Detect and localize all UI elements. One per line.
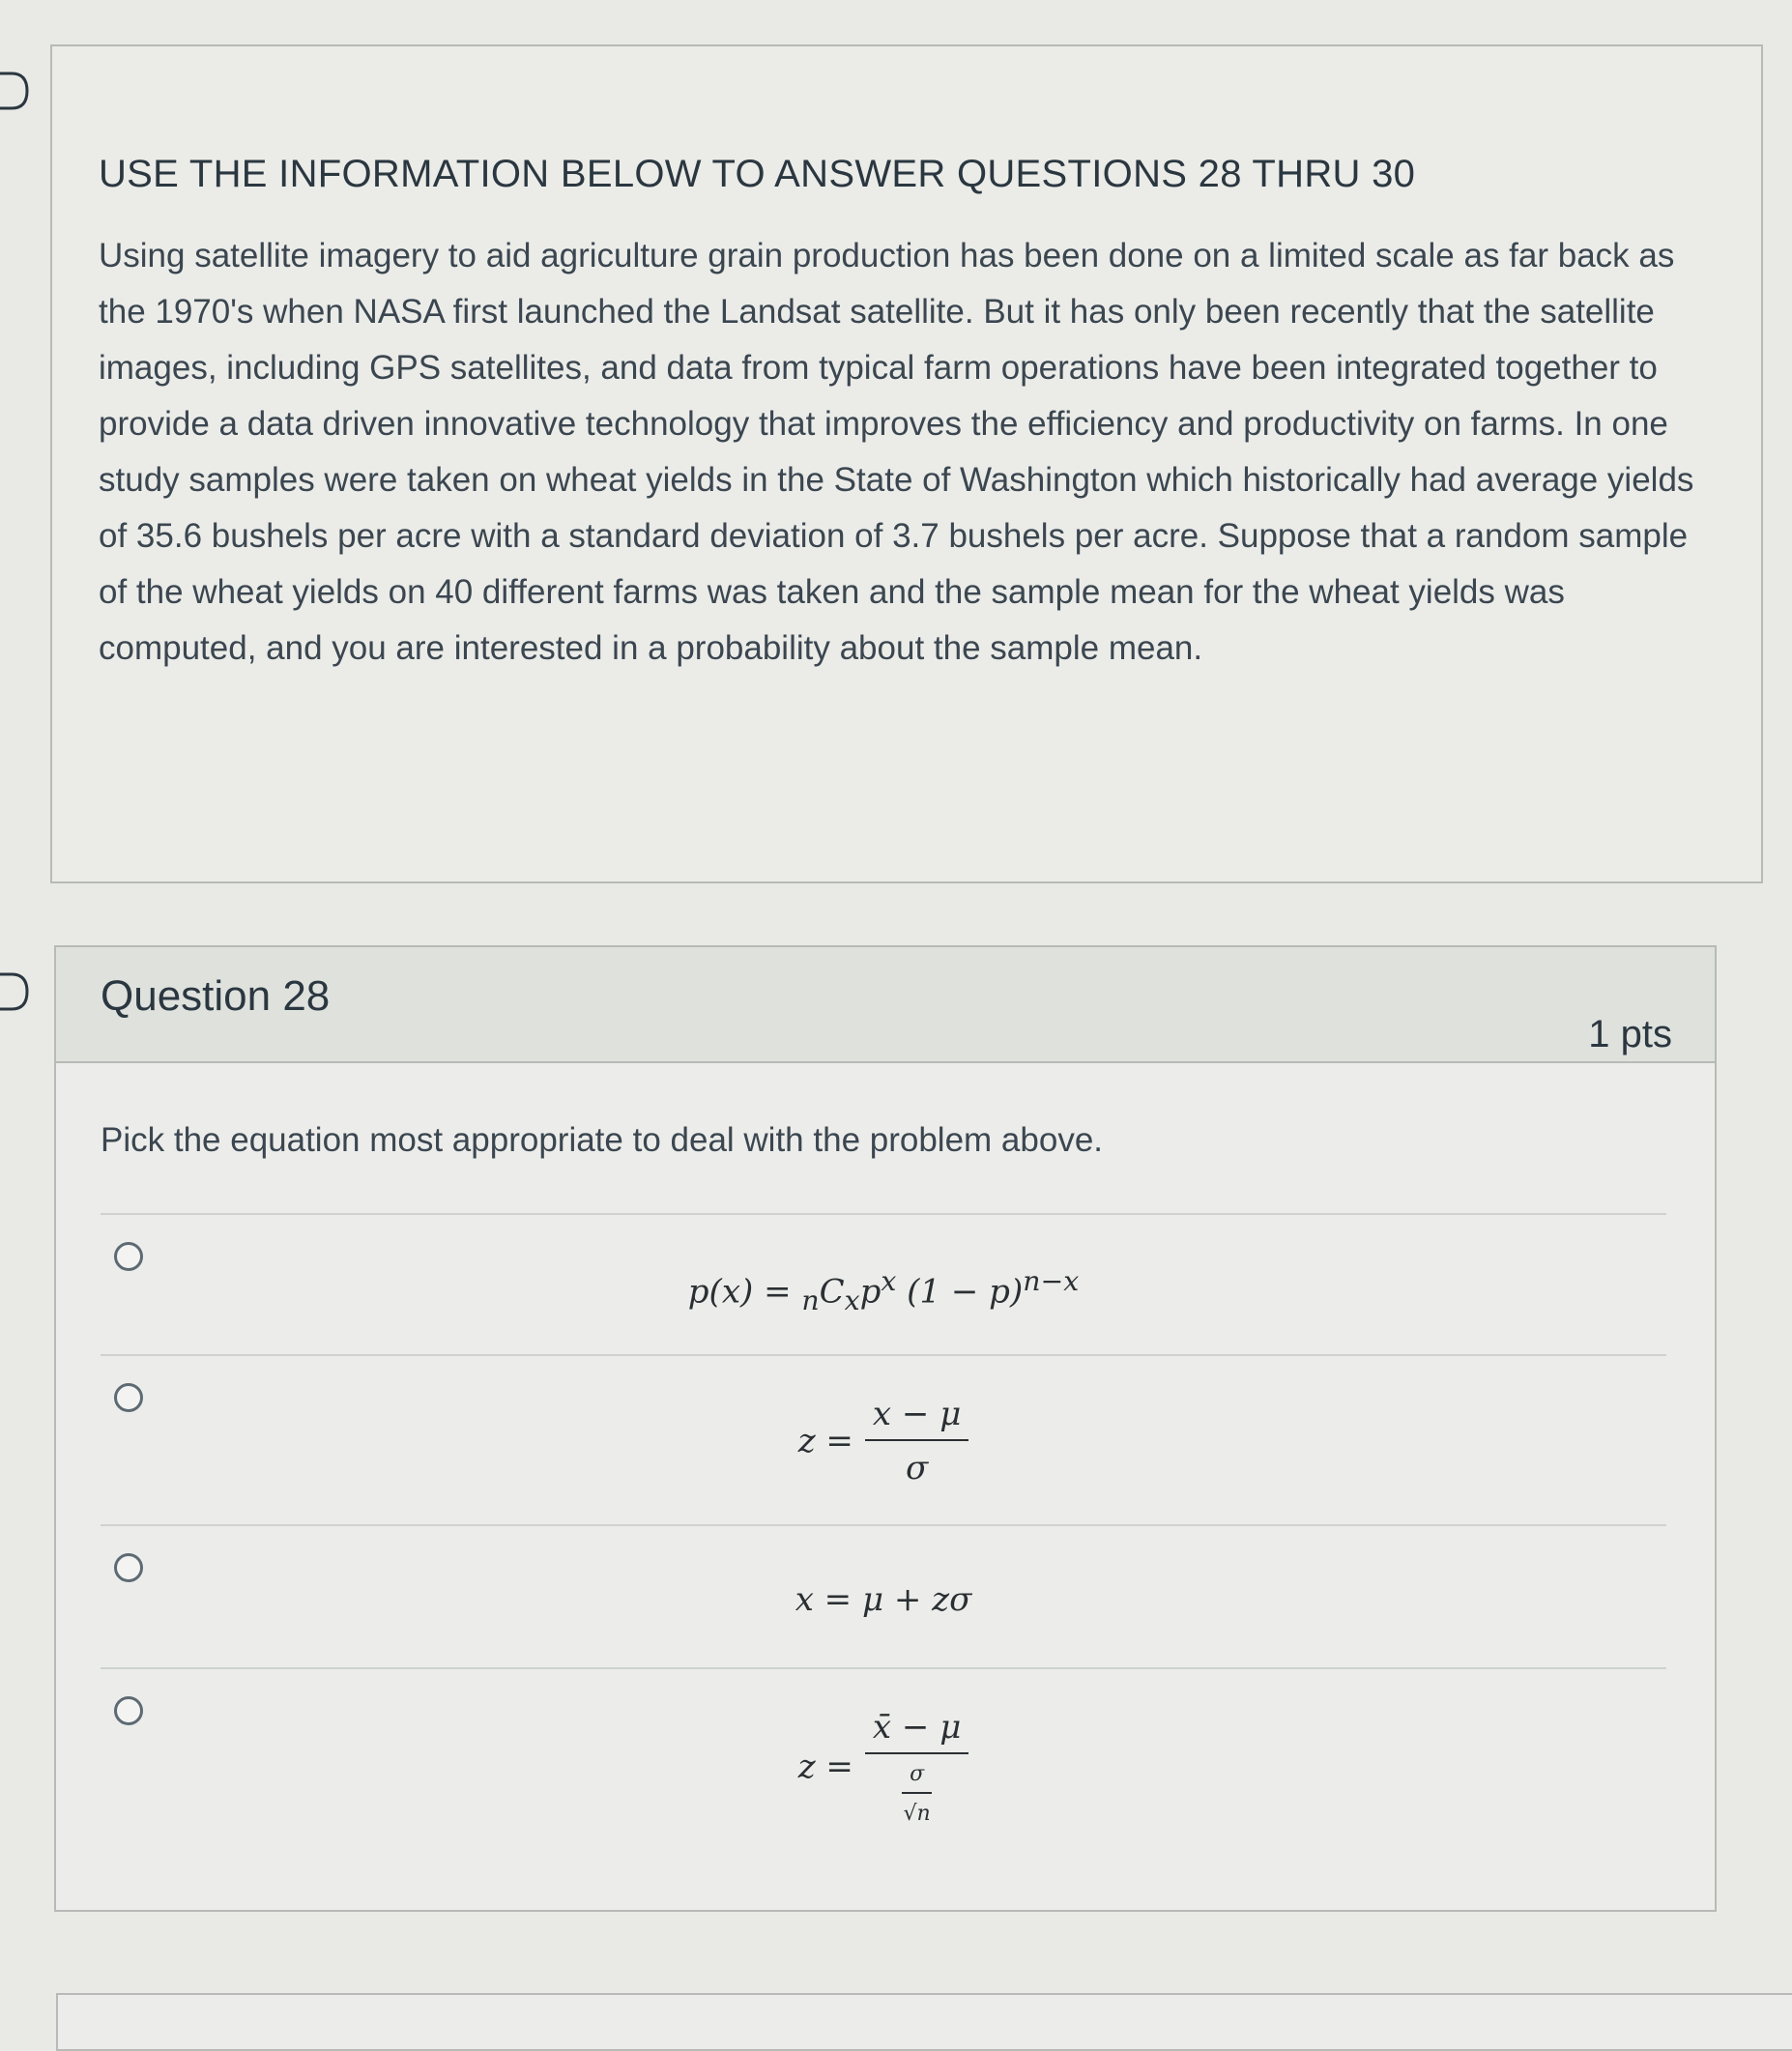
- collapse-chevron-icon[interactable]: [0, 970, 29, 1013]
- info-title: USE THE INFORMATION BELOW TO ANSWER QUESTIONS 28 THRU 30: [99, 153, 1416, 195]
- answer-option[interactable]: [101, 1213, 1666, 1356]
- answer-formula: [101, 1708, 1666, 1826]
- answer-formula: x = μ + zσ: [795, 1580, 972, 1619]
- answer-option[interactable]: [101, 1667, 1666, 1863]
- fraction: [865, 1395, 968, 1488]
- formula-part: z =: [797, 1748, 853, 1786]
- formula-part: (1 − p): [896, 1272, 1024, 1312]
- formula-part: n: [801, 1285, 820, 1317]
- answer-option[interactable]: [101, 1354, 1666, 1526]
- question-header: [56, 947, 1715, 1063]
- answer-formula: [101, 1395, 1666, 1488]
- formula-part: z =: [797, 1422, 853, 1460]
- info-body-text: Using satellite imagery to aid agriculture grain production has been done on a limited scale as far back as the 1970's when NASA first launched the Landsat satellite. But it has only been recently that the satellite images, including GPS satellites, and data from typical farm operations have been integrated together to provide a data driven innovative technology that improves the efficiency and productivity on farms. In one study samples were taken on wheat yields in the State of Washington which historically had average yields of 35.6 bushels per acre with a standard deviation of 3.7 bushels per acre. Suppose that a random sample of the wheat yields on 40 different farms was taken and the sample mean for the wheat yields was computed, and you are interested in a probability about the sample mean.: [99, 237, 1694, 667]
- formula-part: x: [844, 1285, 860, 1317]
- next-question-panel: [56, 1993, 1792, 2051]
- formula-part: n−x: [1023, 1265, 1080, 1297]
- formula-part: σ: [902, 1762, 932, 1794]
- formula-part: x − μ: [865, 1395, 968, 1441]
- radio-button[interactable]: [114, 1553, 143, 1582]
- formula-part: p: [859, 1272, 882, 1312]
- collapse-chevron-icon[interactable]: [0, 70, 29, 112]
- formula-part: √n: [903, 1802, 931, 1826]
- formula-part: C: [819, 1272, 845, 1312]
- answer-option[interactable]: [101, 1524, 1666, 1669]
- answer-formula: [101, 1265, 1666, 1316]
- question-prompt: Pick the equation most appropriate to deal with the problem above.: [101, 1121, 1104, 1159]
- formula-part: [865, 1754, 968, 1826]
- formula-part: x: [881, 1265, 897, 1297]
- formula-part: σ: [906, 1449, 929, 1488]
- question-title: Question 28: [101, 972, 331, 1020]
- fraction: [865, 1708, 968, 1826]
- formula-part: p(x) =: [687, 1272, 802, 1312]
- question-points: 1 pts: [1588, 1013, 1672, 1055]
- formula-part: x̄ − μ: [865, 1708, 968, 1754]
- question-panel: [54, 945, 1717, 1912]
- information-panel: [50, 44, 1763, 883]
